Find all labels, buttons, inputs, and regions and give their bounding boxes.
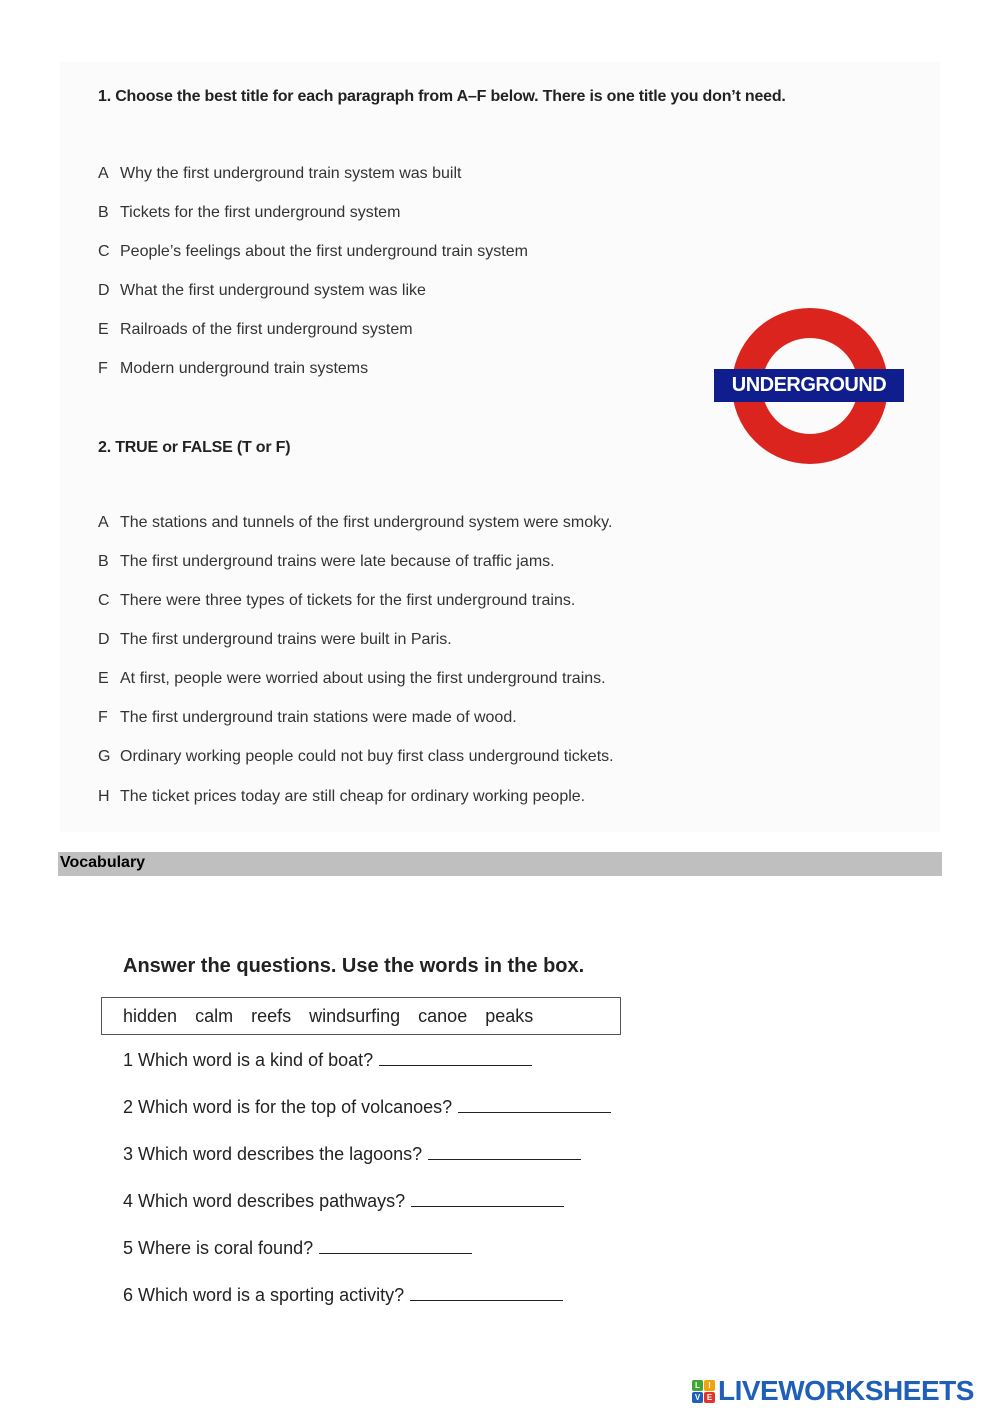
answer-blank-6[interactable] (410, 1286, 563, 1301)
word-hidden: hidden (123, 1005, 178, 1026)
liveworksheets-brand (692, 1375, 974, 1407)
part2-heading: 2. TRUE or FALSE (T or F) (98, 439, 291, 456)
part1-option-b: B Tickets for the first underground system (98, 204, 401, 221)
part1-option-a: A Why the first underground train system was built (98, 165, 462, 182)
liveworksheets-wordmark: LIVEWORKSHEETS (718, 1375, 974, 1406)
word-calm: calm (195, 1005, 234, 1026)
tf-statement-c: C There were three types of tickets for the first underground trains. (98, 592, 576, 609)
vocab-question-3: 3 Which word describes the lagoons? (123, 1144, 581, 1165)
part1-option-d: D What the first underground system was like (98, 282, 426, 299)
word-peaks: peaks (485, 1005, 534, 1026)
answer-blank-3[interactable] (428, 1145, 581, 1160)
part1-heading: 1. Choose the best title for each paragraph from A–F below. There is one title you don’t need. (98, 88, 786, 105)
tf-statement-g: G Ordinary working people could not buy first class underground tickets. (98, 748, 614, 765)
vocab-question-5: 5 Where is coral found? (123, 1238, 472, 1259)
answer-blank-2[interactable] (458, 1098, 611, 1113)
part1-option-f: F Modern underground train systems (98, 360, 369, 377)
answer-blank-4[interactable] (411, 1192, 564, 1207)
logo-bar: UNDERGROUND (714, 369, 904, 402)
tf-statement-a: A The stations and tunnels of the first underground system were smoky. (98, 514, 613, 531)
word-reefs: reefs (251, 1005, 292, 1026)
part1-option-c: C People’s feelings about the first underground train system (98, 243, 528, 260)
answer-blank-5[interactable] (319, 1239, 472, 1254)
vocabulary-heading: Answer the questions. Use the words in the box. (123, 955, 585, 977)
word-box (101, 997, 621, 1035)
vocab-question-4: 4 Which word describes pathways? (123, 1191, 564, 1212)
underground-logo (714, 308, 904, 464)
part1-option-e: E Railroads of the first underground system (98, 321, 413, 338)
vocab-question-2: 2 Which word is for the top of volcanoes? (123, 1097, 611, 1118)
answer-blank-1[interactable] (379, 1051, 532, 1066)
vocab-question-6: 6 Which word is a sporting activity? (123, 1285, 563, 1306)
tf-statement-b: B The first underground trains were late because of traffic jams. (98, 553, 555, 570)
tf-statement-h: H The ticket prices today are still cheap for ordinary working people. (98, 788, 586, 805)
tf-statement-d: D The first underground trains were built in Paris. (98, 631, 452, 648)
liveworksheets-logo-icon: L I V E (692, 1380, 715, 1403)
word-canoe: canoe (418, 1005, 468, 1026)
vocab-question-1: 1 Which word is a kind of boat? (123, 1050, 532, 1071)
vocabulary-section-title: Vocabulary (60, 854, 146, 871)
tf-statement-e: E At first, people were worried about using the first underground trains. (98, 670, 606, 687)
tf-statement-f: F The first underground train stations were made of wood. (98, 709, 517, 726)
word-windsurfing: windsurfing (309, 1005, 401, 1026)
vocabulary-section-band (58, 852, 942, 876)
